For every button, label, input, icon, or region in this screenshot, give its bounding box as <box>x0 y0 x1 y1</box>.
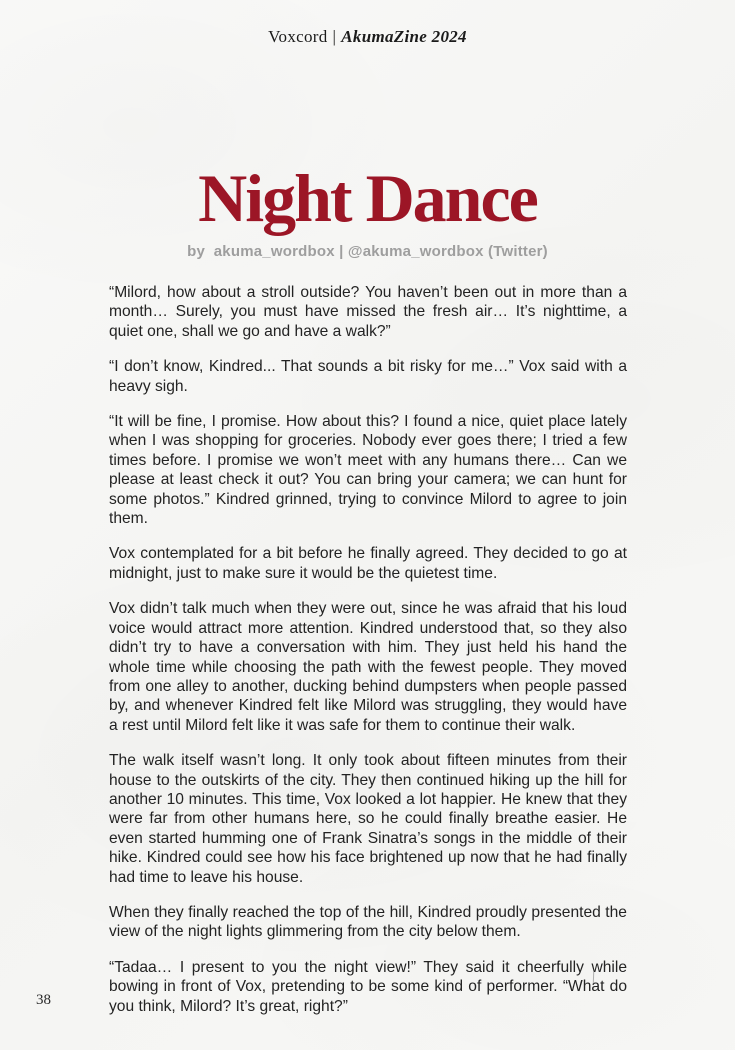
story-body <box>109 283 627 1016</box>
story-paragraph: The walk itself wasn’t long. It only took about fifteen minutes from their house to the outskirts of the city. They then continued hiking up the hill for another 10 minutes. This time, Vox looked a lot happier. He knew that they were far from other humans here, so he could finally breathe easier. He even started humming one of Frank Sinatra’s songs in the middle of their hike. Kindred could see how his face brightened up now that he had finally had time to leave his house. <box>109 752 627 886</box>
page-number: 38 <box>36 992 51 1008</box>
story-paragraph: “Tadaa… I present to you the night view!” They said it cheerfully while bowing in front of Vox, pretending to be some kind of performer. “What do you think, Milord? It’s great, right?” <box>109 958 627 1015</box>
header-separator: | <box>332 27 337 46</box>
zine-header <box>0 27 735 47</box>
story-paragraph: Vox contemplated for a bit before he finally agreed. They decided to go at midnight, just to make sure it would be the quietest time. <box>109 545 627 582</box>
author-byline: by akuma_wordbox | @akuma_wordbox (Twitter) <box>187 243 548 260</box>
story-paragraph: “It will be fine, I promise. How about this? I found a nice, quiet place lately when I was shopping for groceries. Nobody ever goes there; I tried a few times before. I promise we won’t meet with any humans there… Can we please at least check it out? You can bring your camera; we can hunt for some photos.” Kindred grinned, trying to convince Milord to agree to join them. <box>109 413 627 528</box>
story-paragraph: “Milord, how about a stroll outside? You haven’t been out in more than a month… Surely, you must have missed the fresh air… It’s nighttime, a quiet one, shall we go and have a walk?” <box>109 284 627 340</box>
story-paragraph: Vox didn’t talk much when they were out, since he was afraid that his loud voice would attract more attention. Kindred understood that, so they also didn’t try to have a conversation with him. They just held his hand the whole time while choosing the path with the fewest people. They moved from one alley to another, ducking behind dumpsters when people passed by, and whenever Kindred felt like Milord was struggling, they would have a rest until Milord felt like it was safe for them to continue their walk. <box>109 600 627 734</box>
story-paragraph: When they finally reached the top of the hill, Kindred proudly presented the view of the night lights glimmering from the city below them. <box>109 903 627 941</box>
publisher-name: Voxcord <box>268 27 328 46</box>
story-paragraph: “I don’t know, Kindred... That sounds a bit risky for me…” Vox said with a heavy sigh. <box>109 358 627 395</box>
zine-name: AkumaZine 2024 <box>341 27 467 46</box>
story-title: Night Dance <box>198 160 537 236</box>
